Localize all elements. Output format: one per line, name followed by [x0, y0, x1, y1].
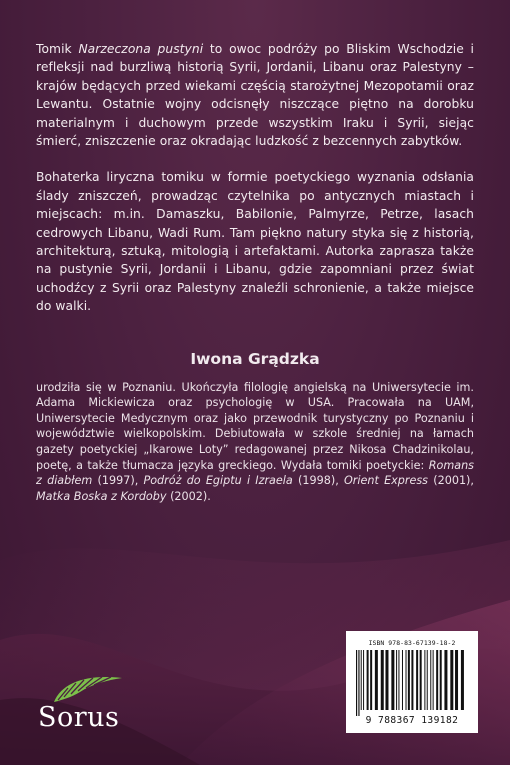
back-cover-text: [36, 40, 474, 504]
barcode-bar: [444, 650, 447, 710]
barcode-bar: [450, 650, 453, 710]
barcode-bar: [416, 650, 418, 710]
barcode-bars: [356, 650, 468, 716]
book-title-3: Orient Express: [343, 474, 428, 488]
barcode-guard-bar: [358, 650, 359, 716]
barcode-bar: [430, 650, 431, 710]
barcode-bar: [385, 650, 388, 710]
book-title-2: Podróż do Egiptu i Izraela: [143, 474, 293, 488]
isbn-label: ISBN 978-83-67139-18-2: [368, 639, 456, 647]
barcode-digits: 9 788367 139182: [365, 715, 459, 726]
barcode-bar: [424, 650, 425, 710]
barcode-bar: [433, 650, 434, 710]
publisher-logo: [30, 672, 140, 732]
description-paragraph-1: Tomik Narzeczona pustyni to owoc podróży po Bliskim Wschodzie i refleksji nad burzliwą historią Syrii, Jordanii, Libanu oraz Palestyny – krajów będących przed wiekami częścią starożytnej Mezopotamii oraz Lewantu. Ostatnie wojny odcisnęły niszczące piętno na dorobku materialnym i duchowym przede wszystkim Iraku i Syrii, siejąc śmierć, zniszczenie oraz okradając ludzkość z bezcennych zabytków.: [36, 42, 474, 149]
barcode-bar: [391, 650, 394, 710]
barcode-bar: [461, 650, 464, 710]
barcode-bar: [361, 650, 362, 710]
isbn-barcode: [346, 631, 478, 733]
barcode-guard-bar: [356, 650, 357, 716]
author-bio: urodziła się w Poznaniu. Ukończyła filologię angielską na Uniwersytecie im. Adama Mickiewicza oraz psychologię w USA. Pracowała na UAM, Uniwersytecie Medycznym oraz jako przewodnik turystyczny po Poznaniu i województwie wielkopolskim. Debiutowała w szkole średniej na łamach gazety poetyckiej „Ikarowe Loty” redagowanej przez Nikosa Chadzinikolau, poetę, a także tłumacza języka greckiego. Wydała tomiki poetyckie: Romans z diabłem (1997), Podróż do Egiptu i Izraela (1998), Orient Express (2001), Matka Boska z Kordoby (2002).: [36, 380, 474, 503]
book-title: Narzeczona pustyni: [78, 42, 204, 56]
barcode-bar: [427, 650, 428, 710]
barcode-bar: [436, 650, 438, 710]
barcode-bar: [440, 650, 442, 710]
barcode-bar: [367, 650, 369, 710]
barcode-bar: [381, 650, 384, 710]
barcode-bar: [402, 650, 403, 710]
barcode-bar: [406, 650, 407, 710]
barcode-bar: [408, 650, 410, 710]
barcode-bar: [455, 650, 458, 710]
description-paragraph-2: Bohaterka liryczna tomiku w formie poetyckiego wyznania odsłania ślady zniszczeń, prowadząc czytelnika po antycznych miastach i miejscach: m.in. Damaszku, Babilonie, Palmyrze, Petrze, lasach cedrowych Libanu, Wadi Rum. Tam piękno natury styka się z historią, architekturą, sztuką, mitologią i artefaktami. Autorka zaprasza także na pustynie Syrii, Jordanii i Libanu, gdzie zapomniani przez świat uchodźcy z Syrii oraz Palestyny znaleźli schronienie, a także miejsce do walki.: [36, 170, 474, 314]
barcode-bar: [420, 650, 422, 710]
barcode-bar: [370, 650, 372, 710]
barcode-bar: [411, 650, 413, 710]
barcode-bar: [398, 650, 399, 710]
publisher-name: Sorus: [38, 702, 120, 733]
barcode-bar: [375, 650, 378, 710]
barcode-bar: [396, 650, 397, 710]
barcode-bar: [363, 650, 364, 710]
book-title-4: Matka Boska z Kordoby: [36, 489, 167, 503]
author-name: Iwona Grądzka: [190, 349, 320, 368]
book-title-1: Romans z diabłem: [36, 458, 474, 488]
